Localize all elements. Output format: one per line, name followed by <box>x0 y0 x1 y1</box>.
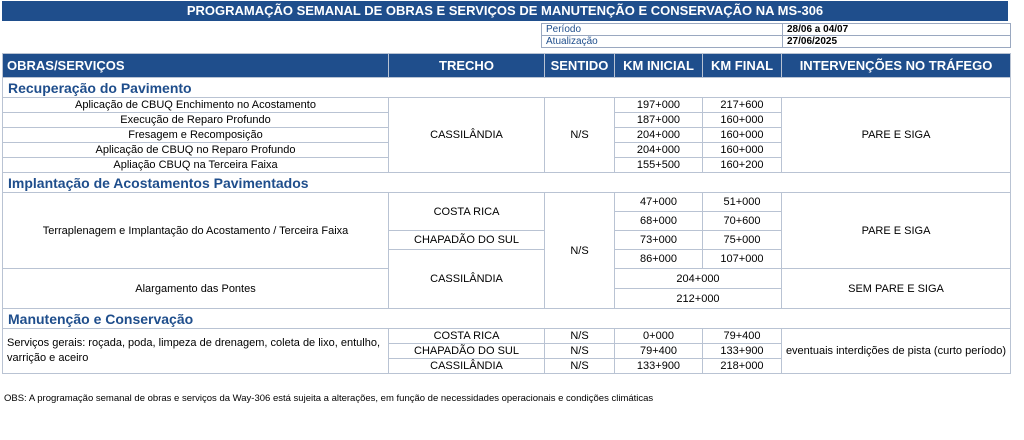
km-inicial-cell: 187+000 <box>615 113 703 128</box>
header-sentido: SENTIDO <box>545 54 615 78</box>
trecho-cell: COSTA RICA <box>389 193 545 231</box>
km-inicial-cell: 204+000 <box>615 128 703 143</box>
km-inicial-cell: 204+000 <box>615 143 703 158</box>
km-final-cell: 133+900 <box>703 344 782 359</box>
table-row <box>3 193 1011 212</box>
km-final-cell: 218+000 <box>703 359 782 374</box>
sentido-cell: N/S <box>545 329 615 344</box>
ponte-km-cell: 212+000 <box>615 289 782 309</box>
section-title: Manutenção e Conservação <box>3 309 1011 329</box>
obra-cell: Aplicação de CBUQ Enchimento no Acostamento <box>3 98 389 113</box>
page-title: PROGRAMAÇÃO SEMANAL DE OBRAS E SERVIÇOS DE MANUTENÇÃO E CONSERVAÇÃO NA MS-306 <box>2 1 1008 21</box>
km-inicial-cell: 47+000 <box>615 193 703 212</box>
intervencao-cell: PARE E SIGA <box>782 193 1011 269</box>
section-title-row <box>3 173 1011 193</box>
header-intervencoes: INTERVENÇÕES NO TRÁFEGO <box>782 54 1011 78</box>
km-final-cell: 160+000 <box>703 128 782 143</box>
km-inicial-cell: 73+000 <box>615 231 703 250</box>
km-final-cell: 51+000 <box>703 193 782 212</box>
obra-cell: Alargamento das Pontes <box>3 269 389 309</box>
km-final-cell: 160+200 <box>703 158 782 173</box>
header-obras: OBRAS/SERVIÇOS <box>3 54 389 78</box>
km-final-cell: 160+000 <box>703 113 782 128</box>
trecho-cell: CHAPADÃO DO SUL <box>389 231 545 250</box>
sentido-cell: N/S <box>545 344 615 359</box>
sentido-cell: N/S <box>545 98 615 173</box>
km-inicial-cell: 0+000 <box>615 329 703 344</box>
header-km-inicial: KM INICIAL <box>615 54 703 78</box>
trecho-cell: CASSILÂNDIA <box>389 98 545 173</box>
km-inicial-cell: 86+000 <box>615 250 703 269</box>
km-final-cell: 160+000 <box>703 143 782 158</box>
obra-cell: Serviços gerais: roçada, poda, limpeza de drenagem, coleta de lixo, entulho, varrição e aceiro <box>3 329 389 374</box>
section-title-row <box>3 309 1011 329</box>
trecho-cell: CHAPADÃO DO SUL <box>389 344 545 359</box>
header-row <box>3 54 1011 78</box>
periodo-label: Período <box>542 24 783 36</box>
km-final-cell: 217+600 <box>703 98 782 113</box>
km-final-cell: 107+000 <box>703 250 782 269</box>
intervencao-cell: SEM PARE E SIGA <box>782 269 1011 309</box>
table-row <box>3 329 1011 344</box>
schedule-table <box>2 53 1011 374</box>
atualizacao-value: 27/06/2025 <box>783 36 1011 48</box>
trecho-cell: CASSILÂNDIA <box>389 250 545 309</box>
atualizacao-label: Atualização <box>542 36 783 48</box>
section-title: Recuperação do Pavimento <box>3 78 1011 98</box>
obra-cell: Aplicação de CBUQ no Reparo Profundo <box>3 143 389 158</box>
trecho-cell: CASSILÂNDIA <box>389 359 545 374</box>
km-inicial-cell: 133+900 <box>615 359 703 374</box>
intervencao-cell: eventuais interdições de pista (curto período) <box>782 329 1011 374</box>
obra-cell: Terraplenagem e Implantação do Acostamento / Terceira Faixa <box>3 193 389 269</box>
km-final-cell: 79+400 <box>703 329 782 344</box>
periodo-value: 28/06 a 04/07 <box>783 24 1011 36</box>
trecho-cell: COSTA RICA <box>389 329 545 344</box>
ponte-km-cell: 204+000 <box>615 269 782 289</box>
header-km-final: KM FINAL <box>703 54 782 78</box>
sentido-cell: N/S <box>545 193 615 309</box>
km-inicial-cell: 68+000 <box>615 212 703 231</box>
obs-note: OBS: A programação semanal de obras e serviços da Way-306 está sujeita a alterações, em função de necessidades operacionais e condições climáticas <box>4 393 654 404</box>
section-title-row <box>3 78 1011 98</box>
km-final-cell: 70+600 <box>703 212 782 231</box>
header-trecho: TRECHO <box>389 54 545 78</box>
obra-cell: Fresagem e Recomposição <box>3 128 389 143</box>
intervencao-cell: PARE E SIGA <box>782 98 1011 173</box>
section-title: Implantação de Acostamentos Pavimentados <box>3 173 1011 193</box>
obra-cell: Apliação CBUQ na Terceira Faixa <box>3 158 389 173</box>
sentido-cell: N/S <box>545 359 615 374</box>
obra-cell: Execução de Reparo Profundo <box>3 113 389 128</box>
table-row <box>3 98 1011 113</box>
km-inicial-cell: 155+500 <box>615 158 703 173</box>
km-inicial-cell: 79+400 <box>615 344 703 359</box>
km-inicial-cell: 197+000 <box>615 98 703 113</box>
km-final-cell: 75+000 <box>703 231 782 250</box>
meta-table <box>541 23 1011 48</box>
